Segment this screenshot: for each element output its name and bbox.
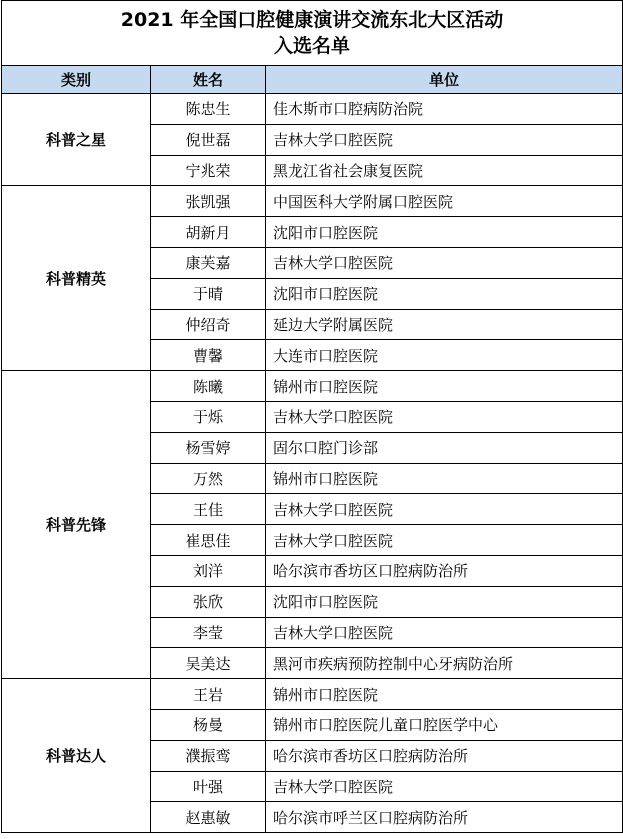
unit-cell: 吉林大学口腔医院 [266,771,623,802]
table-row [2,186,623,217]
unit-cell: 锦州市口腔医院 [266,463,623,494]
name-cell: 仲绍奇 [151,309,266,340]
name-cell: 王佳 [151,494,266,525]
unit-cell: 黑河市疾病预防控制中心牙病防治所 [266,648,623,679]
unit-cell: 哈尔滨市呼兰区口腔病防治所 [266,802,623,833]
unit-cell: 沈阳市口腔医院 [266,217,623,248]
name-cell: 张欣 [151,586,266,617]
header-name: 姓名 [151,66,266,94]
unit-cell: 哈尔滨市香坊区口腔病防治所 [266,555,623,586]
name-cell: 王岩 [151,679,266,710]
name-cell: 宁兆荣 [151,155,266,186]
unit-cell: 哈尔滨市香坊区口腔病防治所 [266,740,623,771]
name-cell: 陈忠生 [151,94,266,125]
name-cell: 胡新月 [151,217,266,248]
name-cell: 张凯强 [151,186,266,217]
name-cell: 曹馨 [151,340,266,371]
unit-cell: 大连市口腔医院 [266,340,623,371]
category-cell: 科普先锋 [2,371,151,679]
unit-cell: 吉林大学口腔医院 [266,124,623,155]
header-category: 类别 [2,66,151,94]
title-block [2,1,623,66]
title-line-2: 入选名单 [274,35,351,57]
header-row [2,66,623,94]
unit-cell: 沈阳市口腔医院 [266,586,623,617]
unit-cell: 吉林大学口腔医院 [266,247,623,278]
unit-cell: 中国医科大学附属口腔医院 [266,186,623,217]
table-row [2,371,623,402]
unit-cell: 吉林大学口腔医院 [266,617,623,648]
name-cell: 陈曦 [151,371,266,402]
name-cell: 倪世磊 [151,124,266,155]
header-unit: 单位 [266,66,623,94]
selection-table [1,0,623,833]
category-cell: 科普达人 [2,679,151,833]
unit-cell: 锦州市口腔医院 [266,371,623,402]
name-cell: 于烁 [151,401,266,432]
table-body [2,94,623,833]
name-cell: 刘洋 [151,555,266,586]
name-cell: 李莹 [151,617,266,648]
document-sheet [1,0,622,836]
name-cell: 赵惠敏 [151,802,266,833]
unit-cell: 吉林大学口腔医院 [266,494,623,525]
name-cell: 吴美达 [151,648,266,679]
name-cell: 濮振鸾 [151,740,266,771]
title-line-1: 2021 年全国口腔健康演讲交流东北大区活动 [120,9,504,31]
table-row [2,94,623,125]
category-cell: 科普之星 [2,94,151,186]
name-cell: 于晴 [151,278,266,309]
unit-cell: 固尔口腔门诊部 [266,432,623,463]
name-cell: 杨曼 [151,709,266,740]
category-cell: 科普精英 [2,186,151,371]
name-cell: 叶强 [151,771,266,802]
name-cell: 崔思佳 [151,525,266,556]
unit-cell: 吉林大学口腔医院 [266,525,623,556]
unit-cell: 吉林大学口腔医院 [266,401,623,432]
unit-cell: 延边大学附属医院 [266,309,623,340]
unit-cell: 锦州市口腔医院 [266,679,623,710]
name-cell: 万然 [151,463,266,494]
table-row [2,679,623,710]
unit-cell: 黑龙江省社会康复医院 [266,155,623,186]
unit-cell: 佳木斯市口腔病防治院 [266,94,623,125]
name-cell: 康芙嘉 [151,247,266,278]
unit-cell: 沈阳市口腔医院 [266,278,623,309]
name-cell: 杨雪婷 [151,432,266,463]
unit-cell: 锦州市口腔医院儿童口腔医学中心 [266,709,623,740]
